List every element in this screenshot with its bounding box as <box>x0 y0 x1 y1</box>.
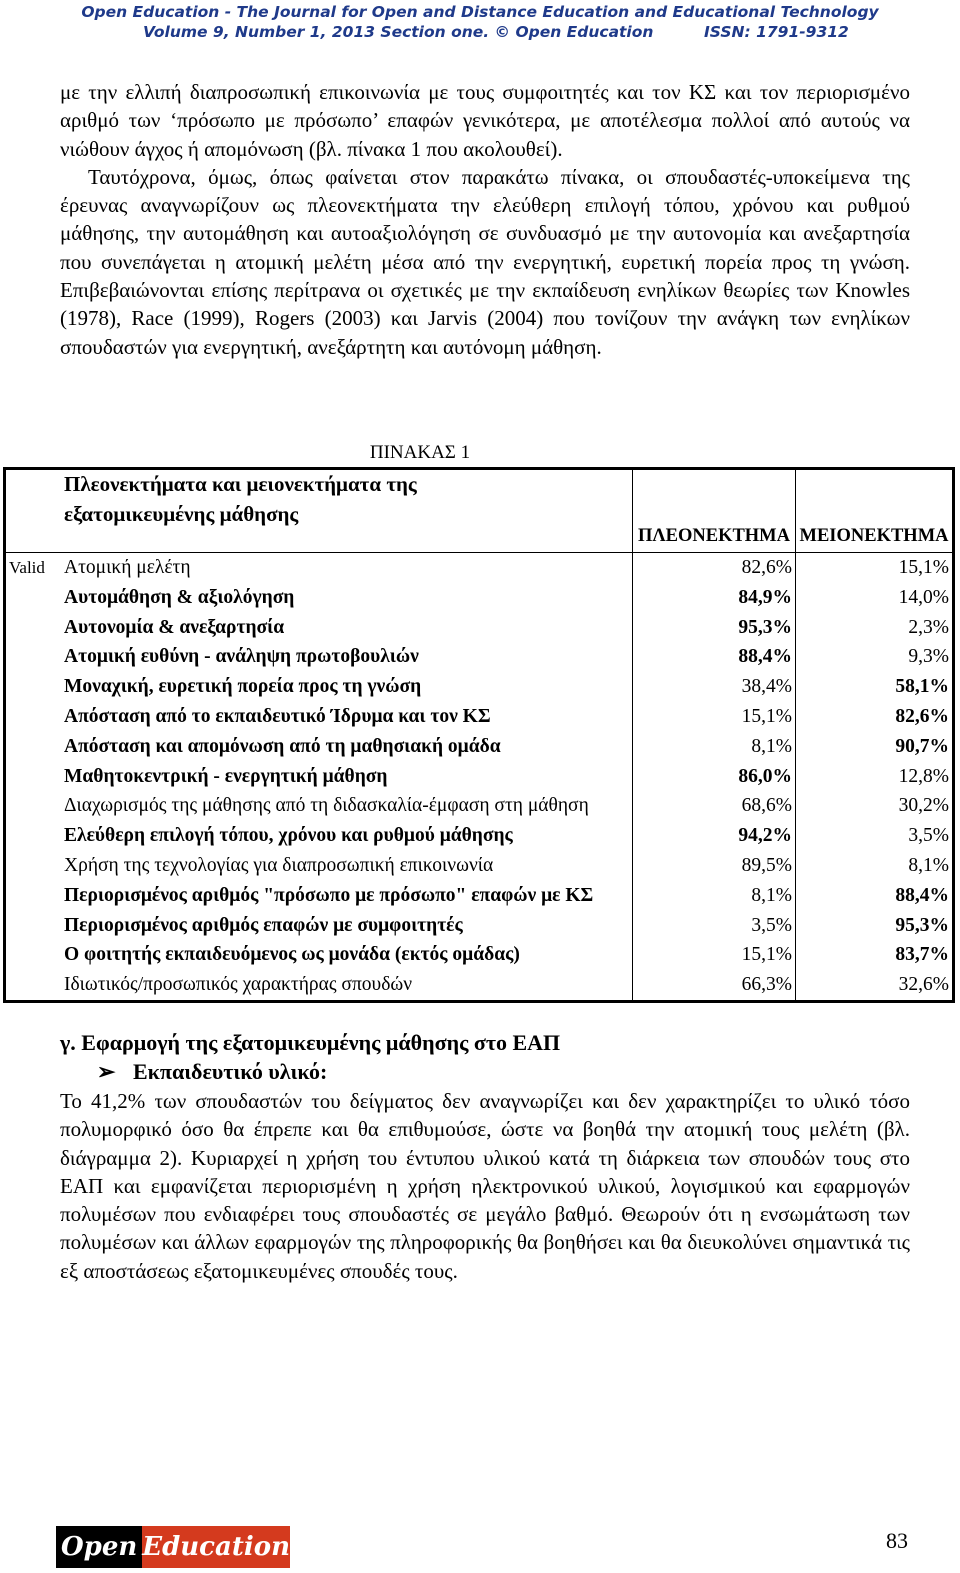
table-row <box>5 911 954 941</box>
row-item: Μοναχική, ευρετική πορεία προς τη γνώση <box>64 676 422 698</box>
row-disadvantage-value: 90,7% <box>796 732 954 762</box>
journal-header <box>0 2 960 42</box>
table-title <box>61 469 633 553</box>
table-caption: ΠΙΝΑΚΑΣ 1 <box>369 442 471 463</box>
row-item: Ιδιωτικός/προσωπικός χαρακτήρας σπουδών <box>64 974 413 996</box>
table-header-row <box>5 469 954 553</box>
row-advantage-value: 8,1% <box>633 881 796 911</box>
valid-label: Valid <box>9 558 45 577</box>
column-header-disadvantage: ΜΕΙΟΝΕΚΤΗΜΑ <box>796 469 954 553</box>
table-row <box>5 881 954 911</box>
table-row <box>5 613 954 643</box>
row-item: Απόσταση από το εκπαιδευτικό Ίδρυμα και τον ΚΣ <box>64 705 491 727</box>
row-disadvantage-value: 14,0% <box>796 583 954 613</box>
table-row <box>5 642 954 672</box>
table-body <box>5 553 954 1002</box>
row-disadvantage-value: 2,3% <box>796 613 954 643</box>
advantages-table <box>3 467 955 1003</box>
section-body-paragraph: Το 41,2% των σπουδαστών του δείγματος δεν αναγνωρίζει και δεν χαρακτηρίζει το υλικό τόσο πολυμορφικό όσο θα έπρεπε και θα επιθυμούσε, ώστε να βοηθά την ατομική τους μελέτη (βλ. διάγραμμα 2). Κυριαρχεί η χρήση του έντυπου υλικού κατά τη διάρκεια των σπουδών τους στο ΕΑΠ και εμφανίζεται περιορισμένη η χρήση ηλεκτρονικού υλικού, λογισμικού και εφαρμογών πολυμέσων που ενδιαφέρει τους σπουδαστές σε μεγάλο βαθμό. Θεωρούν ότι η ενσωμάτωση των πολυμέσων και άλλων εφαρμογών της πληροφορικής θα βοηθήσει και θα διευκολύνει σημαντικά τις εξ αποστάσεως εξατομικευμένες σπουδές τους. <box>60 1089 910 1283</box>
row-advantage-value: 88,4% <box>633 642 796 672</box>
page-number: 83 <box>886 1528 908 1553</box>
table-row <box>5 672 954 702</box>
row-disadvantage-value: 30,2% <box>796 791 954 821</box>
table-row <box>5 851 954 881</box>
column-header-advantage: ΠΛΕΟΝΕΚΤΗΜΑ <box>633 469 796 553</box>
row-disadvantage-value: 8,1% <box>796 851 954 881</box>
logo-part-education: Education <box>142 1526 290 1568</box>
row-advantage-value: 68,6% <box>633 791 796 821</box>
row-item: Ο φοιτητής εκπαιδευόμενος ως μονάδα (εκτός ομάδας) <box>64 944 520 966</box>
row-disadvantage-value: 15,1% <box>796 553 954 583</box>
table-row <box>5 821 954 851</box>
row-advantage-value: 38,4% <box>633 672 796 702</box>
intro-paragraph-1: με την ελλιπή διαπροσωπική επικοινωνία με τους συμφοιτητές και τον ΚΣ και τον περιορισμένο αριθμό των ‘πρόσωπο με πρόσωπο’ επαφών γενικότερα, με αποτέλεσμα πολλοί από αυτούς να νιώθουν άγχος ή απομόνωση (βλ. πίνακα 1 που ακολουθεί). <box>60 80 910 161</box>
row-item: Περιορισμένος αριθμός επαφών με συμφοιτητές <box>64 914 463 936</box>
row-disadvantage-value: 3,5% <box>796 821 954 851</box>
row-advantage-value: 95,3% <box>633 613 796 643</box>
table-row <box>5 732 954 762</box>
row-disadvantage-value: 58,1% <box>796 672 954 702</box>
journal-issue-line <box>0 22 960 42</box>
row-item: Χρήση της τεχνολογίας για διαπροσωπική επικοινωνία <box>64 854 494 876</box>
row-advantage-value: 15,1% <box>633 702 796 732</box>
section-title: γ. Εφαρμογή της εξατομικευμένης μάθησης στο ΕΑΠ <box>60 1030 561 1055</box>
row-advantage-value: 86,0% <box>633 762 796 792</box>
row-disadvantage-value: 32,6% <box>796 970 954 1001</box>
arrow-bullet-icon: ➢ <box>97 1059 116 1084</box>
row-disadvantage-value: 82,6% <box>796 702 954 732</box>
journal-issn: ISSN: 1791-9312 <box>704 23 849 41</box>
intro-text <box>60 78 910 361</box>
intro-paragraph-2: Ταυτόχρονα, όμως, όπως φαίνεται στον παρακάτω πίνακα, οι σπουδαστές-υποκείμενα της έρευνας αναγνωρίζουν ως πλεονεκτήματα την ελεύθερη επιλογή τόπου, χρόνου και ρυθμού μάθησης, την αυτομάθηση και αυτοαξιολόγηση σε συνδυασμό με την αυτονομία και ανεξαρτησία που συνεπάγεται η ατομική μελέτη μέσα από την ενεργητική, ευρετική πορεία προς τη γνώση. Επιβεβαιώνονται επίσης περίτρανα οι σχετικές με την εκπαίδευση ενηλίκων θεωρίες των Knowles (1978), Race (1999), Rogers (2003) και Jarvis (2004) που τονίζουν την ανάγκη των ενηλίκων σπουδαστών για ενεργητική, ανεξάρτητη και αυτόνομη μάθηση. <box>60 164 910 359</box>
row-item: Ατομική μελέτη <box>64 557 191 578</box>
row-advantage-value: 94,2% <box>633 821 796 851</box>
row-item: Ελεύθερη επιλογή τόπου, χρόνου και ρυθμού μάθησης <box>64 825 513 847</box>
table-row <box>5 762 954 792</box>
row-advantage-value: 89,5% <box>633 851 796 881</box>
row-advantage-value: 3,5% <box>633 911 796 941</box>
open-education-logo <box>56 1526 290 1568</box>
row-item: Περιορισμένος αριθμός "πρόσωπο με πρόσωπο" επαφών με ΚΣ <box>64 884 594 906</box>
row-disadvantage-value: 95,3% <box>796 911 954 941</box>
row-disadvantage-value: 83,7% <box>796 940 954 970</box>
row-item: Αυτομάθηση & αξιολόγηση <box>64 586 295 608</box>
row-item: Διαχωρισμός της μάθησης από τη διδασκαλία-έμφαση στη μάθηση <box>64 795 589 817</box>
table-title-line-2: εξατομικευμένης μάθησης <box>64 501 299 526</box>
table-title-line-1: Πλεονεκτήματα και μειονεκτήματα της <box>64 472 417 496</box>
journal-title: Open Education - The Journal for Open and Distance Education and Educational Technology <box>81 3 879 21</box>
row-advantage-value: 82,6% <box>633 553 796 583</box>
bullet-heading <box>97 1059 327 1085</box>
logo-part-open: Open <box>56 1526 142 1568</box>
section-body <box>60 1087 910 1285</box>
table-row <box>5 940 954 970</box>
bullet-heading-text: Εκπαιδευτικό υλικό: <box>133 1059 328 1084</box>
row-advantage-value: 8,1% <box>633 732 796 762</box>
journal-volume: Volume 9, Number 1, 2013 Section one. © Open Education <box>143 23 654 41</box>
table-row <box>5 583 954 613</box>
row-advantage-value: 84,9% <box>633 583 796 613</box>
table-row <box>5 702 954 732</box>
row-item: Απόσταση και απομόνωση από τη μαθησιακή ομάδα <box>64 735 501 757</box>
table-row <box>5 970 954 1001</box>
row-item: Μαθητοκεντρική - ενεργητική μάθηση <box>64 765 388 787</box>
row-advantage-value: 15,1% <box>633 940 796 970</box>
row-disadvantage-value: 9,3% <box>796 642 954 672</box>
row-item: Ατομική ευθύνη - ανάληψη πρωτοβουλιών <box>64 646 419 668</box>
row-advantage-value: 66,3% <box>633 970 796 1001</box>
row-disadvantage-value: 12,8% <box>796 762 954 792</box>
table-row <box>5 553 954 583</box>
table-row <box>5 791 954 821</box>
row-disadvantage-value: 88,4% <box>796 881 954 911</box>
row-item: Αυτονομία & ανεξαρτησία <box>64 616 285 638</box>
